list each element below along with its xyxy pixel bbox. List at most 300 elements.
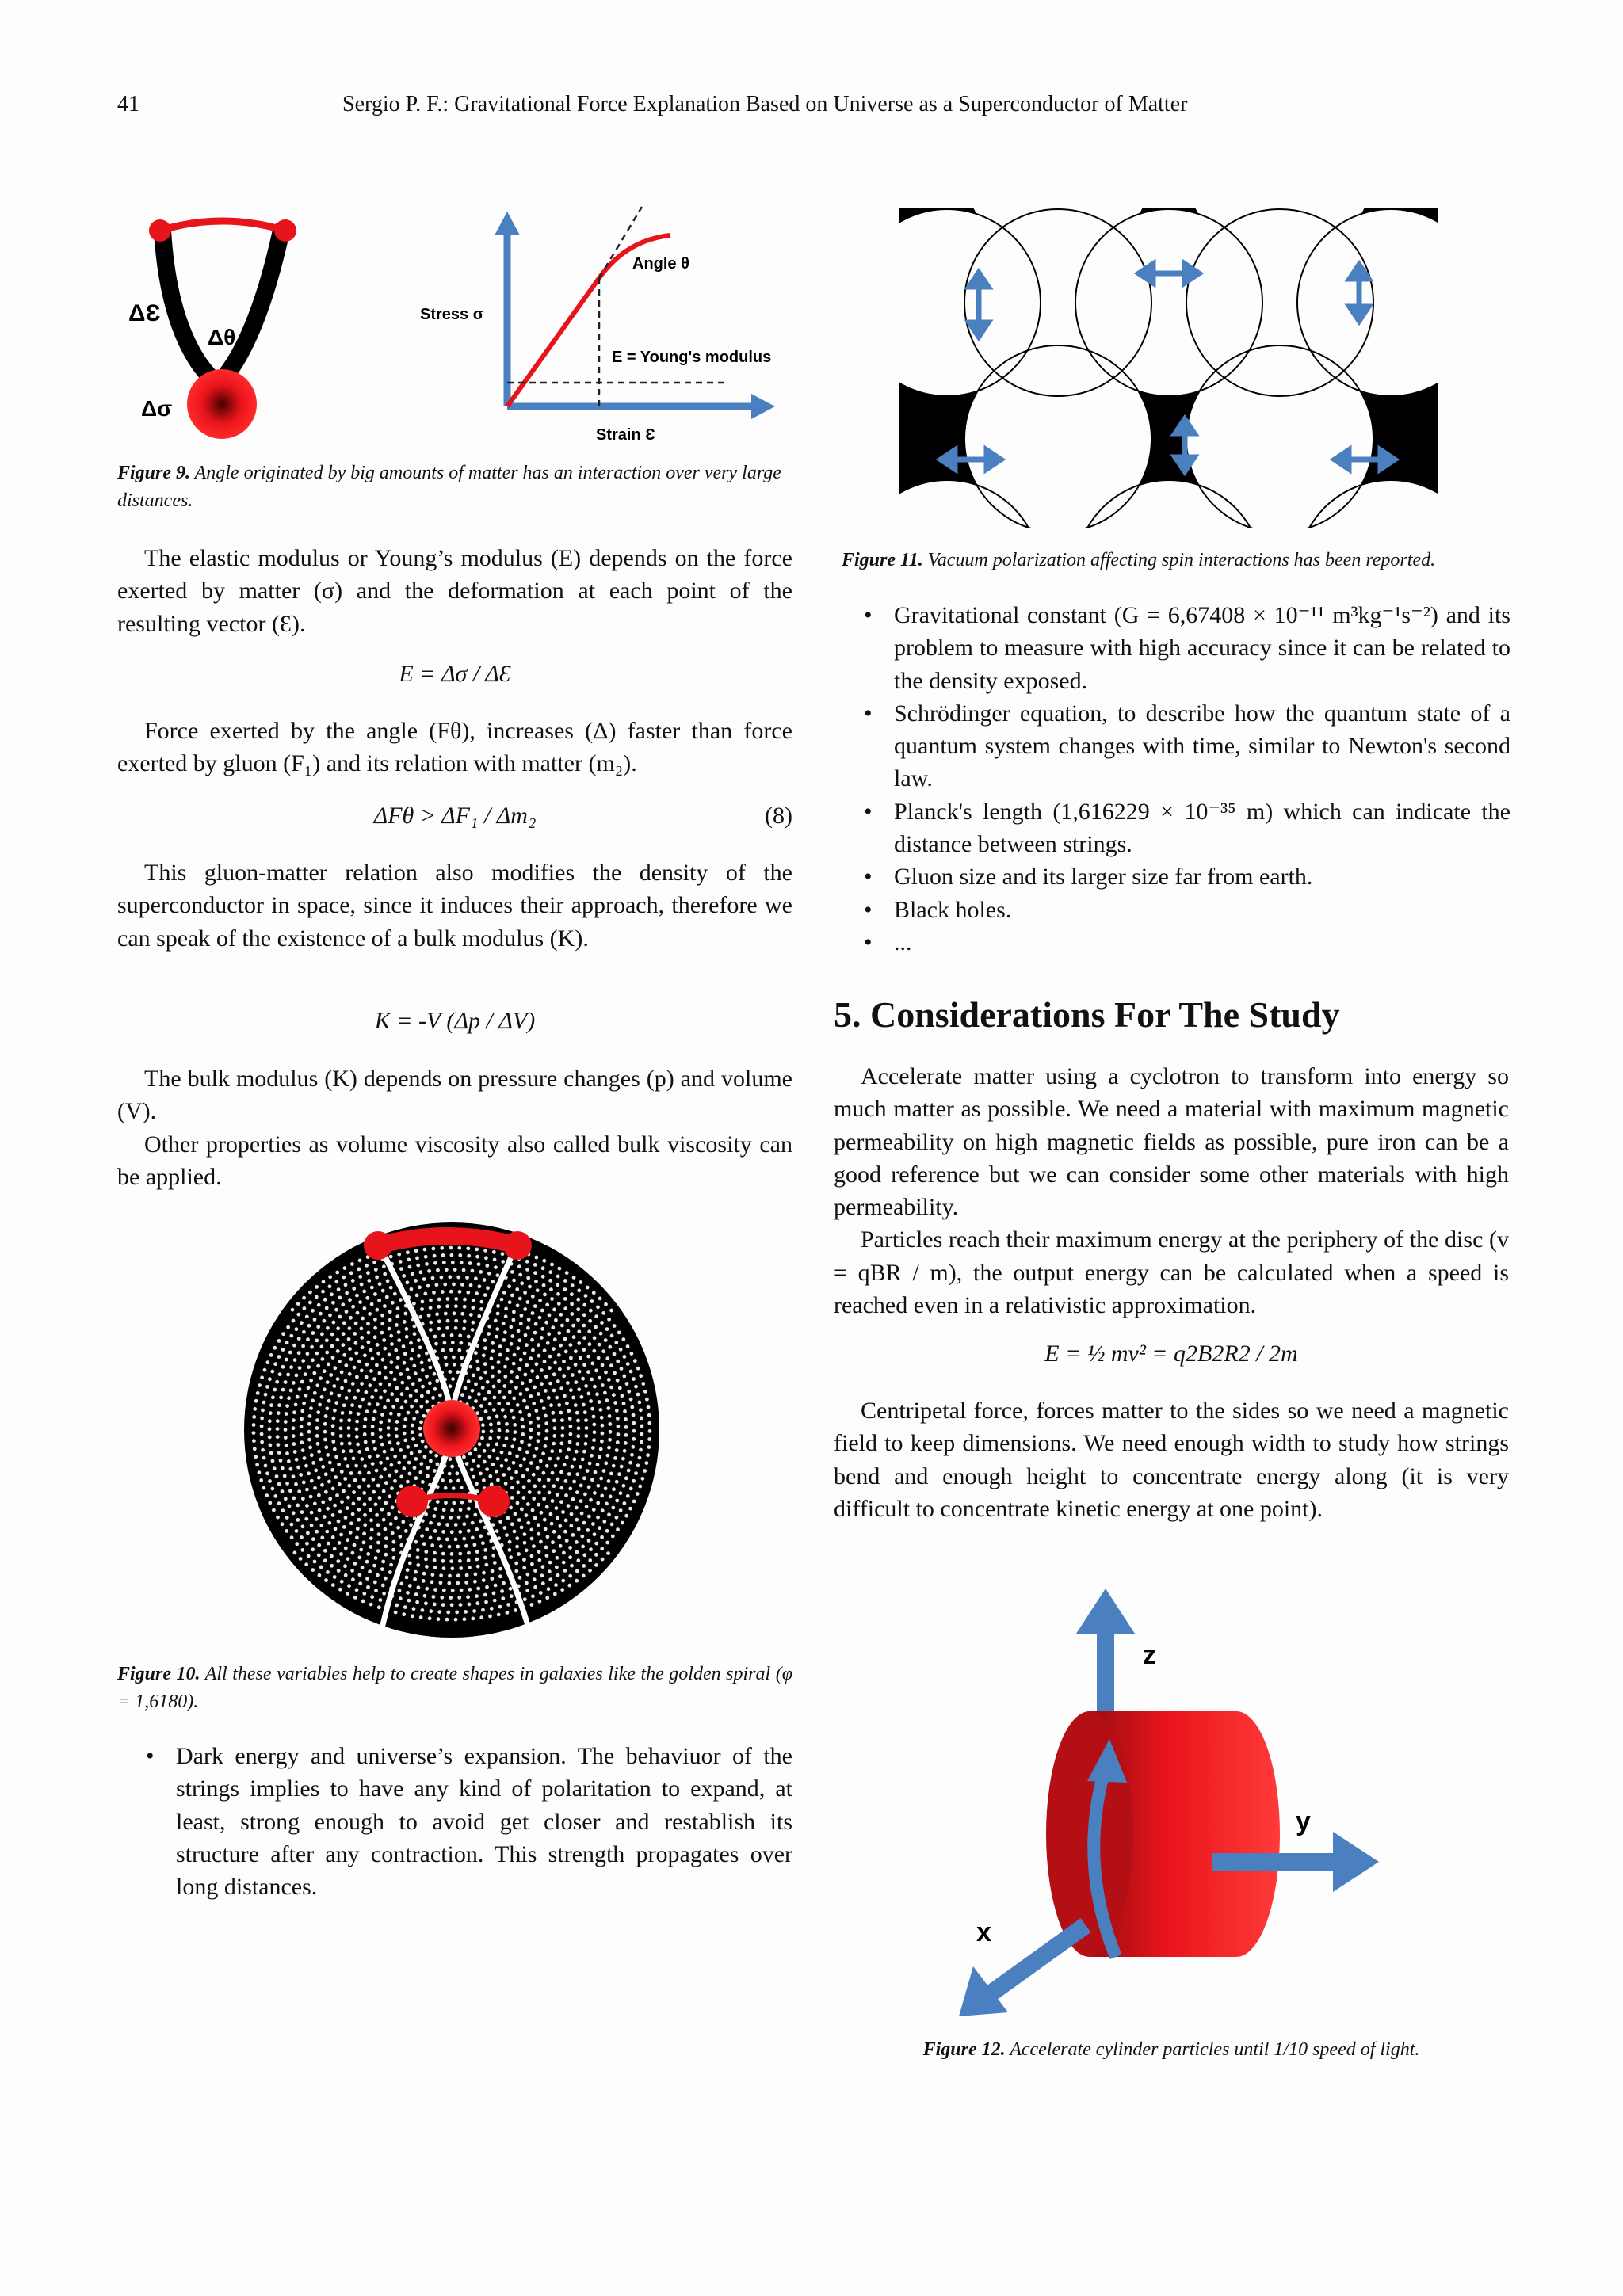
- spiral-dot: [414, 1444, 418, 1447]
- spiral-dot: [406, 1480, 410, 1484]
- spiral-dot: [564, 1519, 568, 1523]
- spiral-dot: [338, 1588, 342, 1592]
- spiral-dot: [530, 1537, 534, 1541]
- spiral-dot: [354, 1352, 358, 1356]
- spiral-dot: [525, 1589, 529, 1592]
- label-x: x: [976, 1917, 991, 1947]
- spiral-dot: [581, 1377, 585, 1381]
- spiral-dot: [357, 1412, 361, 1416]
- spiral-dot: [301, 1344, 305, 1348]
- spiral-dot: [344, 1363, 348, 1367]
- spiral-dot: [563, 1306, 567, 1310]
- spiral-dot: [546, 1535, 550, 1539]
- spiral-dot: [541, 1581, 545, 1585]
- spiral-dot: [417, 1585, 421, 1589]
- spiral-dot: [347, 1418, 351, 1422]
- spiral-dot: [562, 1551, 566, 1555]
- spiral-dot: [537, 1558, 541, 1562]
- spiral-dot: [292, 1442, 296, 1446]
- spiral-dot: [292, 1426, 296, 1430]
- spiral-dot: [375, 1308, 379, 1312]
- spiral-dot: [343, 1266, 347, 1270]
- spiral-dot: [297, 1351, 301, 1355]
- spiral-dot: [346, 1506, 349, 1510]
- spiral-dot: [349, 1531, 353, 1535]
- spiral-dot: [391, 1531, 395, 1535]
- spiral-dot: [640, 1432, 644, 1436]
- spiral-dot: [574, 1349, 578, 1353]
- spiral-dot: [537, 1392, 540, 1396]
- spiral-dot: [527, 1318, 531, 1322]
- spiral-dot: [452, 1283, 456, 1287]
- spiral-dot: [559, 1500, 563, 1504]
- spiral-dot: [418, 1427, 422, 1431]
- spiral-dot: [419, 1270, 423, 1274]
- spiral-dot: [632, 1479, 636, 1483]
- spiral-dot: [300, 1440, 304, 1444]
- spiral-dot: [604, 1302, 608, 1306]
- spiral-dot: [336, 1349, 340, 1353]
- spiral-dot: [375, 1469, 379, 1473]
- spiral-dot: [533, 1263, 537, 1267]
- spiral-dot: [273, 1362, 277, 1366]
- spiral-dot: [429, 1521, 433, 1525]
- spiral-dot: [403, 1439, 407, 1443]
- equation-text: E = ½ mv² = q2B2R2 / 2m: [1044, 1341, 1298, 1367]
- node-left: [364, 1231, 392, 1260]
- spiral-dot: [552, 1434, 556, 1438]
- spiral-dot: [512, 1362, 516, 1366]
- spiral-dot: [414, 1570, 418, 1574]
- spiral-dot: [647, 1437, 651, 1441]
- spiral-dot: [483, 1249, 487, 1253]
- spiral-dot: [627, 1390, 631, 1394]
- spiral-dot: [260, 1432, 264, 1436]
- spiral-dot: [575, 1518, 579, 1522]
- spiral-dot: [323, 1430, 327, 1434]
- spiral-dot: [301, 1448, 305, 1452]
- spiral-dot: [544, 1546, 548, 1550]
- spiral-dot: [521, 1432, 525, 1436]
- spiral-dot: [408, 1562, 412, 1566]
- spiral-dot: [445, 1304, 449, 1308]
- spiral-dot: [487, 1390, 491, 1394]
- spiral-dot: [563, 1530, 567, 1534]
- spiral-dot: [323, 1549, 327, 1553]
- spiral-dot: [441, 1290, 445, 1294]
- spiral-dot: [351, 1512, 355, 1516]
- spiral-dot: [552, 1372, 556, 1376]
- spiral-dot: [429, 1609, 433, 1613]
- spiral-dot: [605, 1529, 609, 1533]
- spiral-dot: [367, 1471, 371, 1475]
- spiral-dot: [369, 1518, 373, 1522]
- spiral-dot: [582, 1574, 586, 1578]
- spiral-dot: [285, 1341, 289, 1344]
- spiral-dot: [611, 1506, 615, 1510]
- spiral-dot: [540, 1368, 544, 1372]
- spiral-dot: [414, 1540, 418, 1544]
- spiral-dot: [560, 1418, 564, 1422]
- spiral-dot: [419, 1405, 423, 1409]
- spiral-dot: [646, 1453, 650, 1457]
- spiral-dot: [483, 1371, 487, 1375]
- spiral-dot: [429, 1306, 433, 1310]
- spiral-dot: [300, 1535, 304, 1539]
- spiral-dot: [373, 1581, 377, 1585]
- spiral-dot: [284, 1436, 288, 1440]
- spiral-dot: [354, 1322, 358, 1325]
- spiral-dot: [378, 1496, 382, 1500]
- spiral-dot: [456, 1479, 460, 1483]
- spiral-dot: [376, 1523, 380, 1527]
- spiral-dot: [607, 1512, 611, 1516]
- spiral-dot: [361, 1317, 365, 1321]
- spiral-dot: [460, 1589, 464, 1592]
- spiral-dot: [383, 1389, 387, 1393]
- spiral-dot: [483, 1556, 487, 1560]
- spiral-dot: [324, 1414, 328, 1418]
- spiral-dot: [369, 1369, 373, 1373]
- lower-node-left: [396, 1486, 428, 1517]
- spiral-dot: [495, 1470, 498, 1474]
- spiral-dot: [331, 1301, 335, 1305]
- spiral-dot: [277, 1451, 281, 1455]
- spiral-dot: [576, 1558, 580, 1562]
- spiral-dot: [614, 1341, 618, 1344]
- spiral-dot: [433, 1566, 437, 1569]
- spiral-dot: [288, 1351, 292, 1355]
- spiral-dot: [576, 1318, 580, 1322]
- spiral-dot: [295, 1458, 299, 1462]
- spiral-dot: [450, 1552, 454, 1556]
- spiral-dot: [349, 1521, 353, 1525]
- figure-11: [899, 208, 1438, 528]
- spiral-dot: [383, 1272, 387, 1276]
- spiral-dot: [534, 1409, 538, 1413]
- spiral-dot: [472, 1374, 475, 1378]
- spiral-dot: [386, 1398, 390, 1402]
- spiral-dot: [636, 1492, 640, 1496]
- spiral-dot: [292, 1511, 296, 1515]
- spiral-dot: [418, 1450, 422, 1454]
- spiral-dot: [281, 1332, 285, 1336]
- spiral-dot: [410, 1405, 414, 1409]
- spiral-dot: [304, 1372, 307, 1376]
- spiral-dot: [458, 1552, 462, 1556]
- spiral-dot: [472, 1321, 475, 1325]
- spiral-dot: [476, 1565, 480, 1569]
- spiral-dot: [427, 1269, 431, 1273]
- spiral-dot: [452, 1356, 456, 1360]
- spiral-dot: [334, 1280, 338, 1283]
- spiral-dot: [556, 1275, 560, 1279]
- spiral-dot: [349, 1316, 353, 1320]
- spiral-dot: [317, 1493, 321, 1497]
- spiral-dot: [633, 1359, 637, 1363]
- spiral-dot: [411, 1430, 414, 1434]
- spiral-dot: [428, 1381, 432, 1385]
- spiral-dot: [638, 1401, 642, 1405]
- spiral-dot: [316, 1410, 320, 1414]
- spiral-dot: [454, 1538, 458, 1542]
- spiral-dot: [500, 1464, 504, 1468]
- spiral-dot: [404, 1529, 408, 1533]
- spiral-dot: [537, 1343, 540, 1347]
- spiral-dot: [432, 1595, 436, 1599]
- spiral-dot: [562, 1360, 566, 1363]
- spiral-dot: [491, 1554, 495, 1558]
- spiral-dot: [417, 1354, 421, 1358]
- spiral-dot: [411, 1348, 414, 1352]
- spiral-dot: [594, 1542, 598, 1546]
- spiral-dot: [437, 1522, 441, 1526]
- spiral-dot: [379, 1396, 383, 1400]
- spiral-dot: [467, 1507, 471, 1511]
- spiral-dot: [353, 1332, 357, 1336]
- spiral-dot: [513, 1530, 517, 1534]
- spiral-dot: [510, 1496, 514, 1500]
- spiral-dot: [582, 1348, 586, 1352]
- spiral-dot: [346, 1557, 350, 1561]
- spiral-dot: [491, 1349, 495, 1353]
- spiral-dot: [292, 1474, 296, 1478]
- spiral-dot: [285, 1516, 289, 1520]
- spiral-dot: [360, 1283, 364, 1287]
- spiral-dot: [449, 1457, 453, 1461]
- spiral-dot: [422, 1277, 426, 1281]
- spiral-dot: [519, 1464, 523, 1468]
- spiral-dot: [392, 1540, 396, 1544]
- spiral-dot: [327, 1542, 330, 1546]
- spiral-dot: [363, 1425, 367, 1428]
- spiral-dot: [464, 1610, 468, 1614]
- equation-8: [117, 803, 792, 830]
- section5-paragraph-3: [834, 1394, 1509, 1525]
- paragraph: Particles reach their maximum energy at the periphery of the disc (v = qBR / m), the output energy can be calculated when a speed is reached even in a relativistic approximation.: [834, 1226, 1509, 1319]
- spiral-dot: [351, 1382, 355, 1386]
- spiral-dot: [380, 1413, 384, 1417]
- spiral-dot: [409, 1394, 413, 1398]
- spiral-dot: [477, 1314, 481, 1318]
- paragraph: This gluon-matter relation also modifies the density of the superconductor in space, since it induces their approach, therefore we can speak of the existence of a bulk modulus (K).: [117, 860, 792, 952]
- spiral-dot: [360, 1327, 364, 1331]
- spiral-dot: [497, 1379, 501, 1383]
- spiral-dot: [604, 1461, 608, 1465]
- spiral-dot: [509, 1587, 513, 1591]
- list-item: • Black holes.: [835, 894, 1510, 926]
- spiral-dot: [254, 1455, 258, 1459]
- spiral-dot: [601, 1311, 605, 1315]
- spiral-dot: [388, 1310, 392, 1314]
- spiral-dot: [320, 1395, 324, 1399]
- spiral-dot: [261, 1448, 265, 1452]
- spiral-dot: [338, 1315, 342, 1319]
- spiral-dot: [406, 1591, 410, 1595]
- spiral-dot: [387, 1433, 391, 1437]
- spiral-dot: [265, 1493, 269, 1497]
- spiral-dot: [579, 1465, 582, 1469]
- figure-9-drawing: [119, 202, 792, 452]
- spiral-dot: [429, 1459, 433, 1463]
- spiral-dot: [484, 1409, 488, 1413]
- spiral-dot: [545, 1303, 549, 1307]
- spiral-dot: [453, 1268, 457, 1272]
- spiral-dot: [604, 1371, 608, 1375]
- spiral-dot: [331, 1356, 335, 1360]
- spiral-dot: [475, 1291, 479, 1295]
- spiral-dot: [520, 1508, 524, 1512]
- spiral-dot: [515, 1536, 519, 1540]
- spiral-dot: [336, 1326, 340, 1330]
- spiral-dot: [526, 1521, 530, 1525]
- paragraph: Force exerted by the angle (Fθ), increases (Δ) faster than force exerted by gluon (F₁) and its relation with matter (m₂).: [117, 718, 792, 777]
- paragraph: Centripetal force, forces matter to the sides so we need a magnetic field to keep dimensions. We need enough width to study how strings bend and enough height to concentrate energy along (it is very difficult to concentrate kinetic energy at one point).: [834, 1398, 1509, 1522]
- spiral-dot: [452, 1486, 456, 1490]
- spiral-dot: [352, 1457, 356, 1461]
- spiral-dot: [324, 1472, 328, 1476]
- spiral-dot: [397, 1330, 401, 1334]
- spiral-dot: [318, 1403, 322, 1407]
- spiral-dot: [497, 1402, 501, 1405]
- spiral-dot: [407, 1554, 411, 1558]
- page-number: 41: [117, 92, 139, 116]
- spiral-dot: [427, 1358, 431, 1362]
- spiral-dot: [348, 1326, 352, 1330]
- spiral-dot: [467, 1558, 471, 1562]
- spiral-dot: [636, 1393, 640, 1397]
- spiral-dot: [315, 1426, 319, 1430]
- spiral-dot: [449, 1348, 453, 1352]
- spiral-dot: [552, 1530, 556, 1534]
- spiral-dot: [494, 1265, 498, 1269]
- spiral-dot: [258, 1383, 262, 1387]
- spiral-dot: [307, 1554, 311, 1558]
- spiral-dot: [471, 1536, 475, 1540]
- spiral-dot: [567, 1366, 571, 1370]
- spiral-dot: [569, 1425, 573, 1428]
- spiral-dot: [433, 1551, 437, 1555]
- spiral-dot: [610, 1523, 614, 1527]
- spiral-dot: [460, 1486, 464, 1489]
- spiral-dot: [492, 1546, 496, 1550]
- spiral-dot: [514, 1386, 518, 1390]
- spiral-dot: [333, 1447, 337, 1451]
- spiral-dot: [516, 1303, 520, 1307]
- spiral-dot: [436, 1463, 440, 1466]
- spiral-dot: [421, 1368, 425, 1372]
- spiral-dot: [609, 1430, 613, 1434]
- spiral-dot: [557, 1302, 561, 1306]
- spiral-dot: [536, 1375, 540, 1379]
- spiral-dot: [429, 1535, 433, 1539]
- spiral-dot: [269, 1451, 273, 1455]
- spiral-dot: [342, 1276, 346, 1280]
- spiral-dot: [377, 1605, 381, 1609]
- spiral-dot: [568, 1417, 572, 1421]
- spiral-dot: [423, 1594, 427, 1598]
- spiral-dot: [508, 1548, 512, 1552]
- spiral-dot: [259, 1478, 263, 1482]
- spiral-dot: [590, 1478, 594, 1482]
- spiral-dot: [303, 1306, 307, 1310]
- spiral-dot: [398, 1535, 402, 1539]
- spiral-dot: [564, 1493, 568, 1497]
- spiral-dot: [289, 1389, 293, 1393]
- spiral-dot: [405, 1386, 409, 1390]
- spiral-dot: [558, 1367, 562, 1371]
- spiral-dot: [609, 1472, 613, 1476]
- spiral-dot: [300, 1409, 304, 1413]
- spiral-dot: [426, 1466, 430, 1470]
- spiral-dot: [613, 1324, 617, 1328]
- spiral-dot: [327, 1363, 330, 1367]
- spiral-dot: [344, 1379, 348, 1383]
- spiral-dot: [589, 1547, 593, 1551]
- spiral-dot: [572, 1480, 576, 1484]
- spiral-dot: [441, 1559, 445, 1563]
- spiral-dot: [342, 1449, 346, 1453]
- spiral-dot: [510, 1486, 514, 1490]
- spiral-dot: [575, 1472, 579, 1476]
- spiral-dot: [348, 1442, 352, 1446]
- spiral-dot: [269, 1444, 273, 1447]
- spiral-dot: [338, 1296, 342, 1300]
- spiral-dot: [407, 1411, 411, 1415]
- spiral-dot: [510, 1370, 514, 1374]
- spiral-dot: [405, 1327, 409, 1331]
- spiral-dot: [540, 1309, 544, 1313]
- spiral-dot: [476, 1367, 480, 1371]
- spiral-dot: [516, 1403, 520, 1407]
- spiral-dot: [587, 1515, 591, 1519]
- spiral-dot: [542, 1283, 546, 1287]
- spiral-dot: [361, 1566, 365, 1569]
- spiral-dot: [475, 1558, 479, 1562]
- spiral-dot: [502, 1322, 506, 1325]
- spiral-dot: [557, 1353, 561, 1357]
- spiral-dot: [498, 1390, 502, 1394]
- spiral-dot: [379, 1428, 383, 1432]
- spiral-dot: [414, 1476, 418, 1480]
- spiral-dot: [431, 1573, 435, 1577]
- spiral-dot: [537, 1532, 540, 1536]
- spiral-dot: [517, 1552, 521, 1556]
- spiral-dot: [482, 1430, 486, 1434]
- spiral-dot: [411, 1424, 414, 1428]
- spiral-dot: [602, 1469, 606, 1473]
- spiral-dot: [480, 1436, 484, 1440]
- spiral-dot: [365, 1577, 369, 1581]
- spiral-dot: [627, 1469, 631, 1473]
- spiral-dot: [353, 1341, 357, 1345]
- spiral-dot: [289, 1365, 293, 1369]
- spiral-dot: [285, 1444, 288, 1447]
- spiral-dot: [542, 1485, 546, 1489]
- spiral-dot: [475, 1527, 479, 1531]
- spiral-dot: [430, 1543, 434, 1547]
- spiral-dot: [440, 1276, 444, 1280]
- spiral-dot: [445, 1523, 449, 1527]
- spiral-dot: [310, 1453, 314, 1457]
- spiral-dot: [535, 1362, 539, 1366]
- spiral-dot: [569, 1343, 573, 1347]
- spiral-dot: [307, 1430, 311, 1434]
- spiral-dot: [383, 1467, 387, 1471]
- spiral-dot: [331, 1513, 335, 1517]
- spiral-dot: [592, 1349, 596, 1353]
- spiral-dot: [579, 1499, 583, 1503]
